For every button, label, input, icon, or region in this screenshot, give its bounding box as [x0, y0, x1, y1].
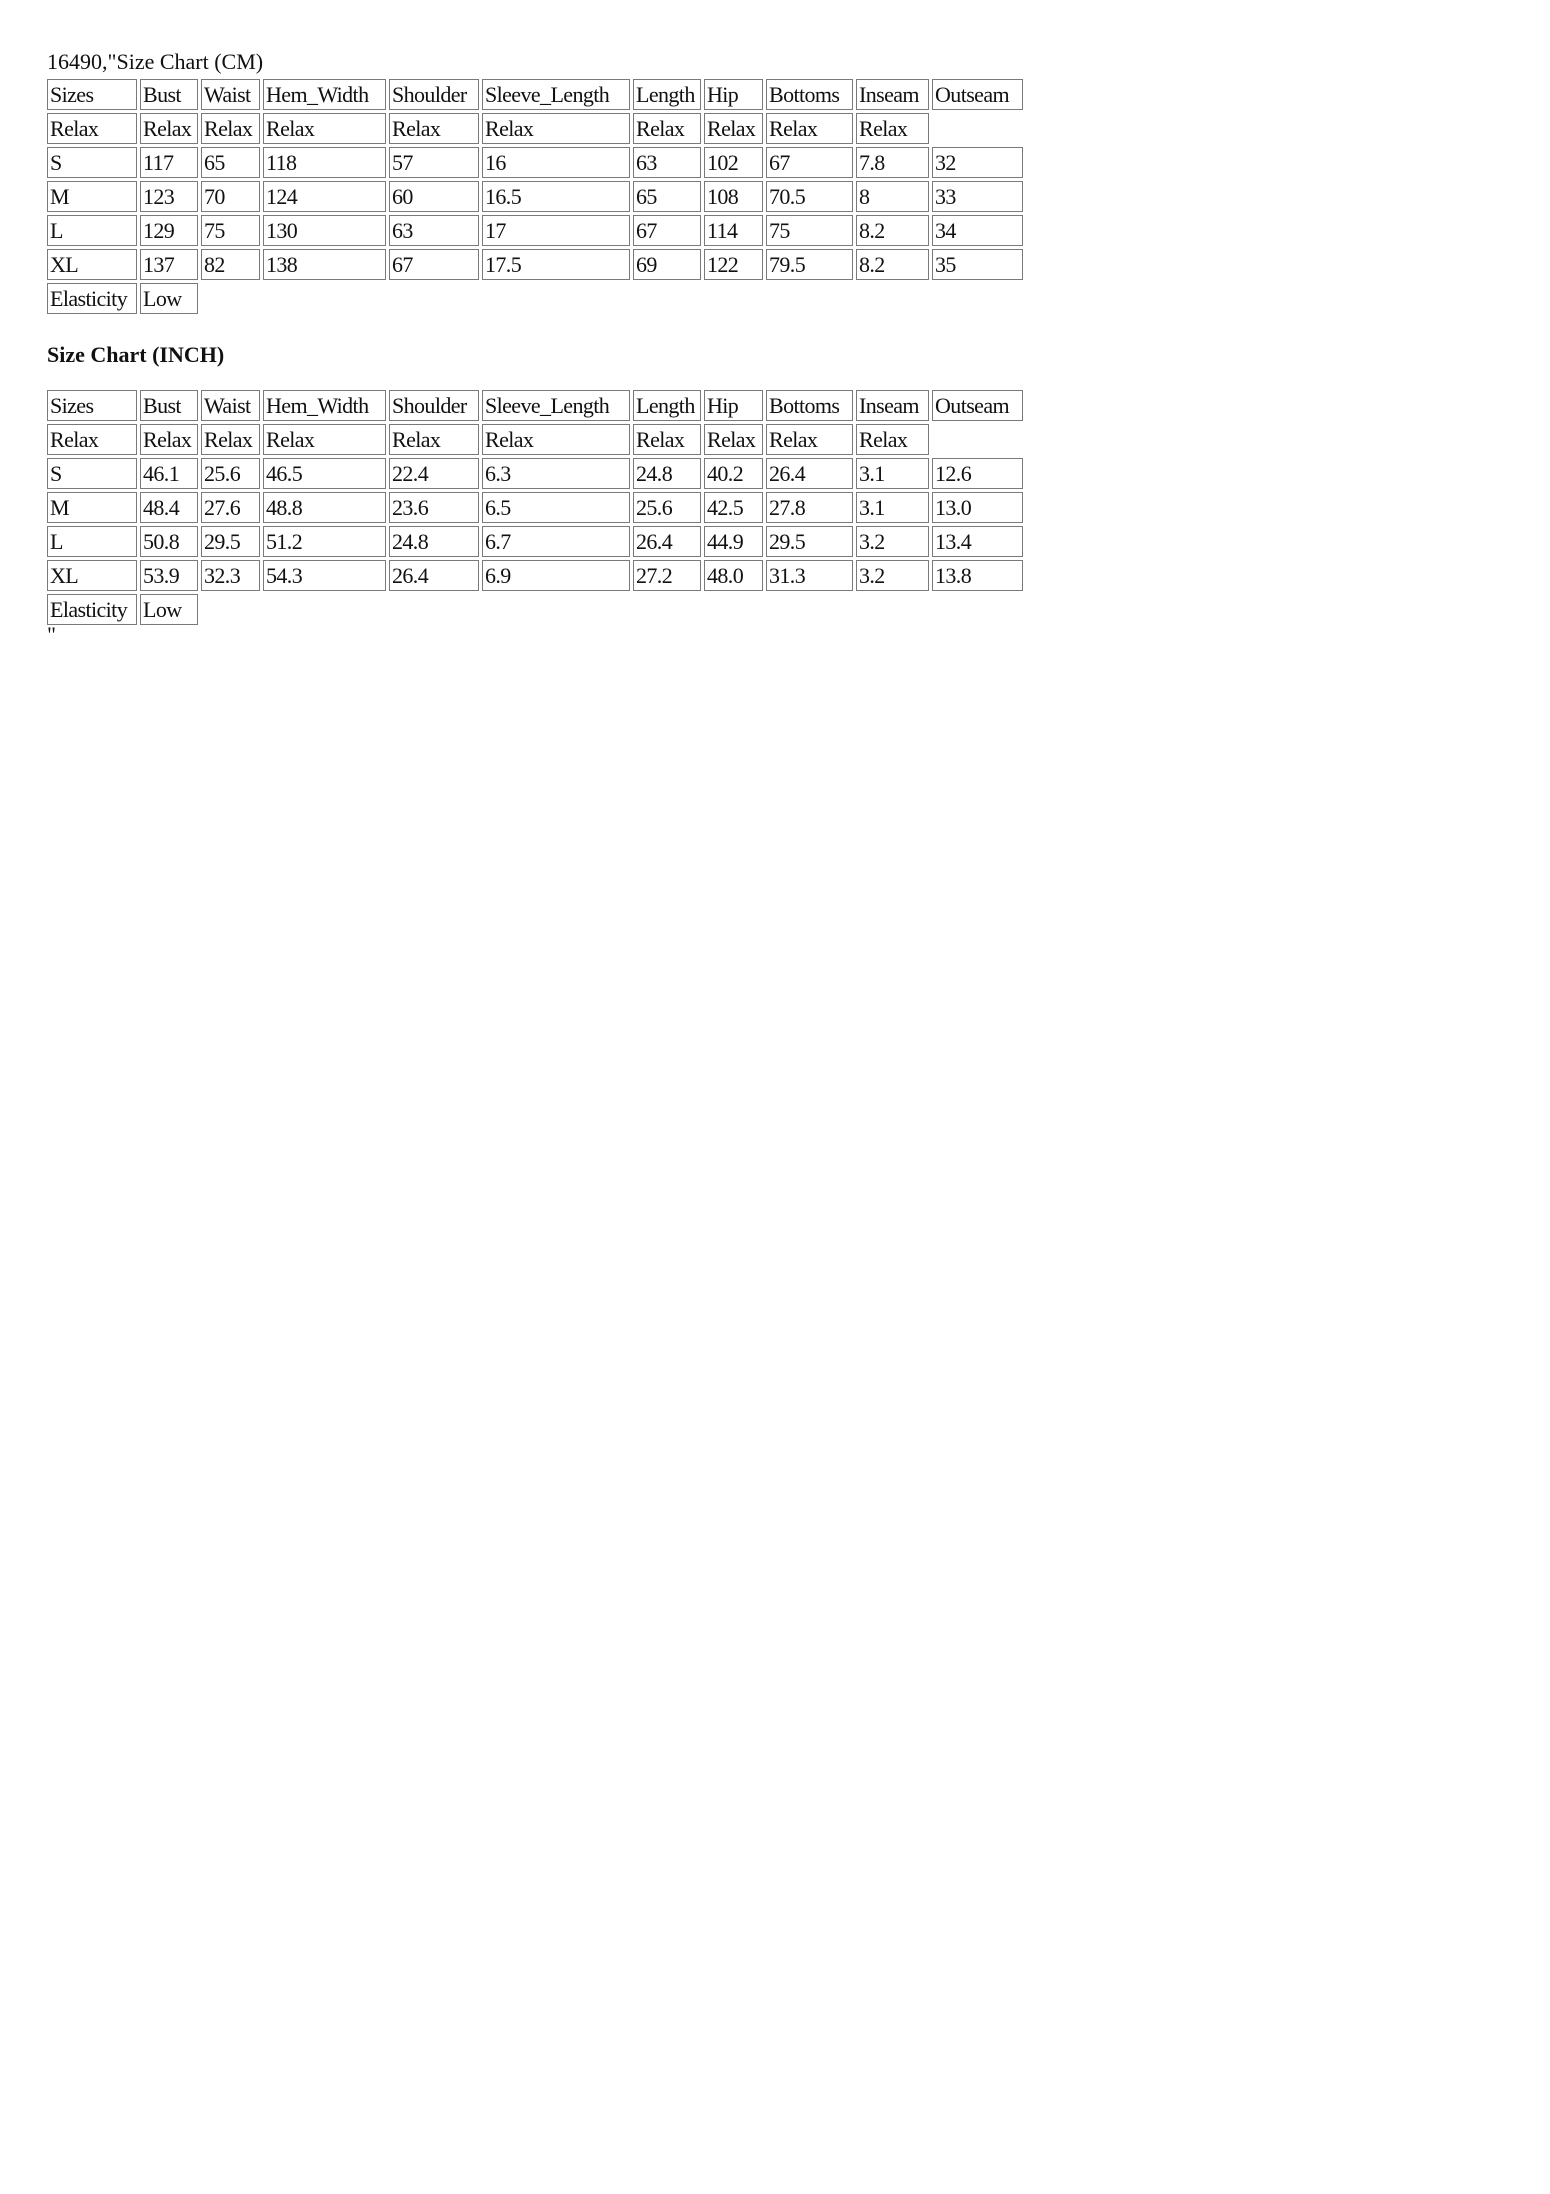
relax-cell: Relax	[633, 424, 701, 455]
relax-cell: Relax	[766, 113, 853, 144]
size-label-cell: XL	[47, 560, 137, 591]
value-cell: 6.3	[482, 458, 630, 489]
header-cell: Length	[633, 79, 701, 110]
value-cell: 65	[633, 181, 701, 212]
value-cell: 25.6	[633, 492, 701, 523]
value-cell: 29.5	[766, 526, 853, 557]
value-cell: 69	[633, 249, 701, 280]
value-cell: 8.2	[856, 249, 929, 280]
header-cell: Hip	[704, 390, 763, 421]
value-cell: 13.4	[932, 526, 1023, 557]
value-cell: 31.3	[766, 560, 853, 591]
value-cell: 27.6	[201, 492, 260, 523]
value-cell: 48.0	[704, 560, 763, 591]
value-cell: 26.4	[766, 458, 853, 489]
header-cell: Inseam	[856, 390, 929, 421]
value-cell: 27.8	[766, 492, 853, 523]
value-cell: 75	[201, 215, 260, 246]
header-cell: Bottoms	[766, 390, 853, 421]
value-cell: 130	[263, 215, 386, 246]
relax-row	[47, 424, 1023, 455]
value-cell: 40.2	[704, 458, 763, 489]
value-cell: 24.8	[633, 458, 701, 489]
size-label-cell: L	[47, 215, 137, 246]
value-cell: 3.1	[856, 492, 929, 523]
value-cell: 122	[704, 249, 763, 280]
header-cell: Inseam	[856, 79, 929, 110]
value-cell: 24.8	[389, 526, 479, 557]
value-cell: 46.5	[263, 458, 386, 489]
size-label-cell: XL	[47, 249, 137, 280]
table-row	[47, 215, 1023, 246]
value-cell: 123	[140, 181, 198, 212]
value-cell: 6.9	[482, 560, 630, 591]
table-row	[47, 181, 1023, 212]
relax-cell: Relax	[704, 113, 763, 144]
size-label-cell: M	[47, 492, 137, 523]
relax-cell: Relax	[263, 113, 386, 144]
table-row	[47, 526, 1023, 557]
value-cell: 57	[389, 147, 479, 178]
value-cell: 34	[932, 215, 1023, 246]
value-cell: 33	[932, 181, 1023, 212]
value-cell: 22.4	[389, 458, 479, 489]
value-cell: 51.2	[263, 526, 386, 557]
header-cell: Hem_Width	[263, 390, 386, 421]
value-cell: 3.2	[856, 526, 929, 557]
document-page	[47, 48, 1026, 647]
header-cell: Sleeve_Length	[482, 390, 630, 421]
relax-cell: Relax	[263, 424, 386, 455]
value-cell: 63	[389, 215, 479, 246]
relax-cell: Relax	[482, 424, 630, 455]
size-chart-inch-table	[44, 387, 1026, 628]
value-cell: 118	[263, 147, 386, 178]
value-cell: 67	[389, 249, 479, 280]
value-cell: 3.2	[856, 560, 929, 591]
relax-row	[47, 113, 1023, 144]
value-cell: 46.1	[140, 458, 198, 489]
value-cell: 102	[704, 147, 763, 178]
relax-cell: Relax	[140, 113, 198, 144]
header-cell: Sizes	[47, 79, 137, 110]
header-cell: Length	[633, 390, 701, 421]
empty-cell	[932, 113, 1023, 144]
value-cell: 70.5	[766, 181, 853, 212]
value-cell: 16	[482, 147, 630, 178]
relax-cell: Relax	[201, 424, 260, 455]
relax-cell: Relax	[47, 113, 137, 144]
size-chart-cm-table	[44, 76, 1026, 317]
header-cell: Shoulder	[389, 79, 479, 110]
relax-cell: Relax	[389, 113, 479, 144]
value-cell: 117	[140, 147, 198, 178]
header-cell: Shoulder	[389, 390, 479, 421]
relax-cell: Relax	[856, 113, 929, 144]
value-cell: 8	[856, 181, 929, 212]
value-cell: 42.5	[704, 492, 763, 523]
size-label-cell: S	[47, 458, 137, 489]
value-cell: 35	[932, 249, 1023, 280]
value-cell: 32	[932, 147, 1023, 178]
elasticity-label-cell: Elasticity	[47, 594, 137, 625]
value-cell: 60	[389, 181, 479, 212]
header-cell: Bust	[140, 390, 198, 421]
relax-cell: Relax	[140, 424, 198, 455]
relax-cell: Relax	[482, 113, 630, 144]
value-cell: 75	[766, 215, 853, 246]
empty-cell	[932, 424, 1023, 455]
value-cell: 7.8	[856, 147, 929, 178]
value-cell: 44.9	[704, 526, 763, 557]
value-cell: 23.6	[389, 492, 479, 523]
closing-quote-mark: "	[47, 622, 56, 647]
value-cell: 17	[482, 215, 630, 246]
value-cell: 32.3	[201, 560, 260, 591]
value-cell: 16.5	[482, 181, 630, 212]
size-label-cell: L	[47, 526, 137, 557]
value-cell: 137	[140, 249, 198, 280]
inch-section-heading: Size Chart (INCH)	[47, 342, 225, 367]
elasticity-value-cell: Low	[140, 283, 198, 314]
size-label-cell: S	[47, 147, 137, 178]
relax-cell: Relax	[856, 424, 929, 455]
value-cell: 48.8	[263, 492, 386, 523]
table-row	[47, 147, 1023, 178]
value-cell: 53.9	[140, 560, 198, 591]
value-cell: 129	[140, 215, 198, 246]
value-cell: 13.8	[932, 560, 1023, 591]
value-cell: 6.5	[482, 492, 630, 523]
header-cell: Hip	[704, 79, 763, 110]
value-cell: 67	[633, 215, 701, 246]
relax-cell: Relax	[766, 424, 853, 455]
value-cell: 79.5	[766, 249, 853, 280]
value-cell: 124	[263, 181, 386, 212]
header-cell: Waist	[201, 79, 260, 110]
header-cell: Bust	[140, 79, 198, 110]
value-cell: 67	[766, 147, 853, 178]
document-intro-line: 16490,"Size Chart (CM)	[47, 49, 264, 74]
value-cell: 17.5	[482, 249, 630, 280]
value-cell: 108	[704, 181, 763, 212]
header-cell: Outseam	[932, 79, 1023, 110]
relax-cell: Relax	[704, 424, 763, 455]
table-row	[47, 492, 1023, 523]
table-header-row	[47, 79, 1023, 110]
elasticity-row	[47, 594, 1023, 625]
value-cell: 12.6	[932, 458, 1023, 489]
relax-cell: Relax	[633, 113, 701, 144]
relax-cell: Relax	[389, 424, 479, 455]
value-cell: 138	[263, 249, 386, 280]
elasticity-label-cell: Elasticity	[47, 283, 137, 314]
header-cell: Waist	[201, 390, 260, 421]
value-cell: 29.5	[201, 526, 260, 557]
value-cell: 27.2	[633, 560, 701, 591]
value-cell: 25.6	[201, 458, 260, 489]
value-cell: 114	[704, 215, 763, 246]
value-cell: 48.4	[140, 492, 198, 523]
table-row	[47, 458, 1023, 489]
header-cell: Bottoms	[766, 79, 853, 110]
value-cell: 65	[201, 147, 260, 178]
value-cell: 8.2	[856, 215, 929, 246]
header-cell: Hem_Width	[263, 79, 386, 110]
value-cell: 13.0	[932, 492, 1023, 523]
value-cell: 50.8	[140, 526, 198, 557]
value-cell: 70	[201, 181, 260, 212]
value-cell: 63	[633, 147, 701, 178]
table-row	[47, 249, 1023, 280]
table-header-row	[47, 390, 1023, 421]
relax-cell: Relax	[201, 113, 260, 144]
value-cell: 26.4	[389, 560, 479, 591]
value-cell: 3.1	[856, 458, 929, 489]
value-cell: 26.4	[633, 526, 701, 557]
relax-cell: Relax	[47, 424, 137, 455]
size-label-cell: M	[47, 181, 137, 212]
header-cell: Sleeve_Length	[482, 79, 630, 110]
header-cell: Sizes	[47, 390, 137, 421]
value-cell: 6.7	[482, 526, 630, 557]
table-row	[47, 560, 1023, 591]
header-cell: Outseam	[932, 390, 1023, 421]
value-cell: 82	[201, 249, 260, 280]
elasticity-value-cell: Low	[140, 594, 198, 625]
elasticity-row	[47, 283, 1023, 314]
value-cell: 54.3	[263, 560, 386, 591]
